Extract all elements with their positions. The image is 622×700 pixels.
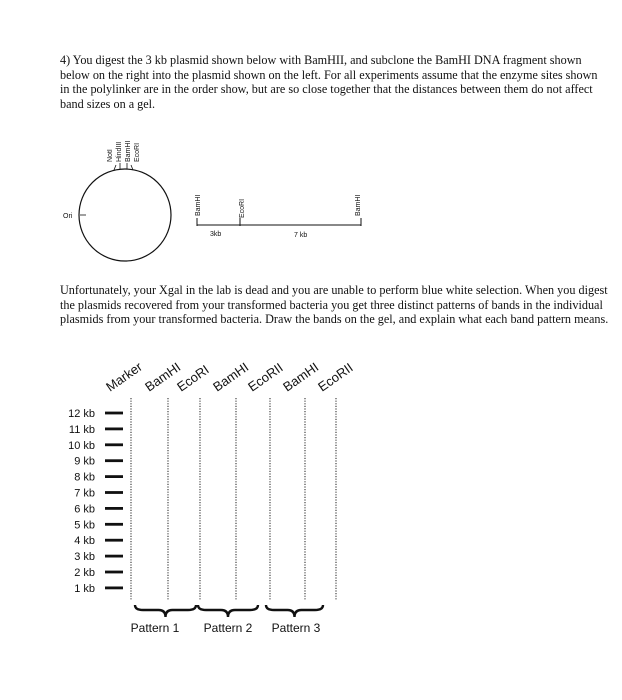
- size-label: 10 kb: [68, 439, 95, 452]
- size-label: 5 kb: [74, 519, 95, 532]
- pattern-brace: [198, 605, 258, 617]
- marker-band: [105, 587, 123, 590]
- followup-text: Unfortunately, your Xgal in the lab is dead and you are unable to perform blue white selection. When you digest the plasmids recovered from your transformed bacteria you get three distinct patterns of bands in the individual plasmids from your transformed bacteria. Draw the bands on the gel, and explain what each band pattern means.: [60, 283, 609, 327]
- size-label: 3 kb: [74, 551, 95, 564]
- marker-band: [105, 475, 123, 478]
- lane-label-ecori-2: EcoRI: [174, 361, 212, 395]
- lane-label-bamhi-3: BamHI: [210, 359, 252, 395]
- lane-label-ecorii-6: EcoRII: [315, 359, 356, 395]
- marker-band: [105, 571, 123, 574]
- lane-label-ecorii-4: EcoRII: [245, 359, 286, 395]
- marker-band: [105, 459, 123, 462]
- pattern-brace: [266, 605, 323, 617]
- size-label: 8 kb: [74, 471, 95, 484]
- question-text: 4) You digest the 3 kb plasmid shown below with BamHII, and subclone the BamHI DNA fragment shown below on the right into the plasmid shown on the left. For all experiments assume that the enzyme sites shown in the polylinker are in the order show, but are so close together that the distances between them do not affect band sizes on a gel.: [60, 53, 598, 111]
- fragment-site-bamhi-right: BamHI: [355, 194, 362, 216]
- ori-label: Ori: [63, 213, 73, 220]
- marker-band: [105, 412, 123, 415]
- site-label-hindiii: HindIII: [116, 141, 123, 162]
- pattern-label-3: Pattern 3: [271, 621, 321, 635]
- marker-band: [105, 428, 123, 431]
- site-label-bamhi: BamHI: [125, 140, 132, 162]
- fragment-length-3kb: 3kb: [210, 231, 222, 238]
- pattern-label-2: Pattern 2: [203, 621, 253, 635]
- site-label-ecori: EcoRI: [134, 142, 141, 162]
- site-label-noti: NotI: [107, 149, 114, 162]
- fragment-site-bamhi-left: BamHI: [195, 194, 202, 216]
- size-label: 9 kb: [74, 455, 95, 468]
- pattern-brace: [135, 605, 196, 617]
- marker-band: [105, 491, 123, 494]
- marker-band: [105, 539, 123, 542]
- marker-band: [105, 507, 123, 510]
- pattern-label-1: Pattern 1: [130, 621, 180, 635]
- marker-band: [105, 555, 123, 558]
- lane-label-bamhi-5: BamHI: [280, 359, 322, 395]
- fragment-site-ecori: EcoRI: [239, 198, 246, 218]
- size-label: 6 kb: [74, 503, 95, 516]
- size-label: 2 kb: [74, 567, 95, 579]
- size-label: 11 kb: [68, 423, 95, 436]
- size-label: 7 kb: [74, 487, 95, 500]
- lane-label-marker-0: Marker: [103, 358, 145, 395]
- size-label: 12 kb: [68, 408, 95, 420]
- fragment-length-7kb: 7 kb: [294, 232, 308, 239]
- lane-label-bamhi-1: BamHI: [142, 359, 184, 395]
- size-label: 4 kb: [74, 535, 95, 548]
- size-label: 1 kb: [74, 582, 95, 595]
- marker-band: [105, 523, 123, 526]
- marker-band: [105, 443, 123, 446]
